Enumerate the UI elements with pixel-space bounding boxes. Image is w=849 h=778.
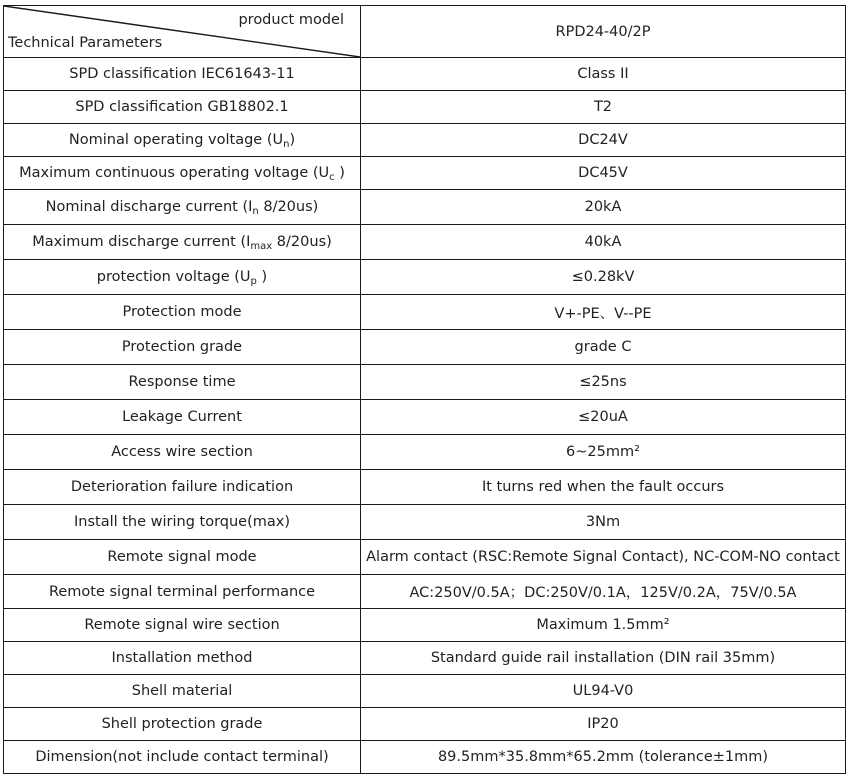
table-row — [4, 295, 846, 330]
parameter-subscript: max — [250, 241, 273, 252]
table-row — [4, 741, 846, 774]
product-model-label: product model — [238, 12, 344, 28]
parameter-value-cell: It turns red when the fault occurs — [361, 470, 846, 505]
diagonal-header-cell — [4, 6, 361, 58]
parameter-name-suffix: ) — [256, 269, 268, 285]
table-row — [4, 540, 846, 575]
parameter-name-suffix: ) — [289, 132, 296, 148]
table-row — [4, 470, 846, 505]
parameter-value-cell: ≤25ns — [361, 365, 846, 400]
parameter-value-cell: Standard guide rail installation (DIN rail 35mm) — [361, 642, 846, 675]
parameter-name-text: Nominal discharge current (I — [45, 199, 253, 215]
parameter-name-cell: Leakage Current — [4, 400, 361, 435]
parameter-name-cell — [4, 225, 361, 260]
parameter-value-cell: Alarm contact (RSC:Remote Signal Contact), NC-COM-NO contact — [361, 540, 846, 575]
table-row — [4, 400, 846, 435]
parameter-value-cell: IP20 — [361, 708, 846, 741]
parameter-name-text: Nominal operating voltage (U — [68, 132, 284, 148]
parameter-name-cell: Response time — [4, 365, 361, 400]
table-row — [4, 225, 846, 260]
technical-parameters-label: Technical Parameters — [8, 35, 163, 51]
table-row — [4, 708, 846, 741]
table-row — [4, 505, 846, 540]
parameter-value-cell: 40kA — [361, 225, 846, 260]
parameter-value-cell: ≤20uA — [361, 400, 846, 435]
table-row — [4, 642, 846, 675]
parameter-name-cell — [4, 190, 361, 225]
parameter-name-cell: Remote signal wire section — [4, 609, 361, 642]
parameter-value-cell: DC45V — [361, 157, 846, 190]
parameter-name-suffix: 8/20us) — [258, 199, 319, 215]
parameter-value-cell: DC24V — [361, 124, 846, 157]
model-cell: RPD24-40/2P — [361, 6, 846, 58]
parameter-name-suffix: 8/20us) — [272, 234, 332, 250]
table-row — [4, 91, 846, 124]
table-row — [4, 157, 846, 190]
parameter-name-cell: SPD classification GB18802.1 — [4, 91, 361, 124]
parameter-value-cell: Maximum 1.5mm² — [361, 609, 846, 642]
parameter-value-cell: UL94-V0 — [361, 675, 846, 708]
table-row — [4, 190, 846, 225]
parameter-value-cell: ≤0.28kV — [361, 260, 846, 295]
table-row — [4, 365, 846, 400]
parameter-name-cell — [4, 260, 361, 295]
parameter-value-cell: 3Nm — [361, 505, 846, 540]
parameter-name-cell: Protection mode — [4, 295, 361, 330]
table-row — [4, 330, 846, 365]
parameter-name-text: protection voltage (U — [96, 269, 251, 285]
parameter-name-cell: Install the wiring torque(max) — [4, 505, 361, 540]
technical-parameters-table — [3, 5, 846, 774]
table-row — [4, 575, 846, 609]
parameter-name-cell — [4, 157, 361, 190]
parameter-subscript: n — [252, 206, 259, 217]
parameter-name-cell — [4, 124, 361, 157]
parameter-value-cell: 6~25mm² — [361, 435, 846, 470]
parameter-name-cell: Access wire section — [4, 435, 361, 470]
parameter-value-cell: 20kA — [361, 190, 846, 225]
parameter-value-cell: 89.5mm*35.8mm*65.2mm (tolerance±1mm) — [361, 741, 846, 774]
parameter-value-cell: AC:250V/0.5A；DC:250V/0.1A，125V/0.2A，75V/0.5A — [361, 575, 846, 609]
parameter-value-cell: Class II — [361, 58, 846, 91]
parameter-name-cell: Shell protection grade — [4, 708, 361, 741]
parameter-name-text: Maximum discharge current (I — [32, 234, 251, 250]
parameter-name-cell: Deterioration failure indication — [4, 470, 361, 505]
table-row — [4, 58, 846, 91]
parameter-name-cell: Remote signal mode — [4, 540, 361, 575]
table-row — [4, 435, 846, 470]
parameter-name-cell: SPD classification IEC61643-11 — [4, 58, 361, 91]
parameter-value-cell: grade C — [361, 330, 846, 365]
parameter-subscript: p — [250, 276, 257, 287]
parameter-name-suffix: ) — [334, 165, 345, 181]
table-body — [4, 6, 846, 774]
parameter-name-cell: Remote signal terminal performance — [4, 575, 361, 609]
table-row — [4, 260, 846, 295]
header-row — [4, 6, 846, 58]
table-row — [4, 609, 846, 642]
parameter-name-cell: Shell material — [4, 675, 361, 708]
parameter-name-cell: Dimension(not include contact terminal) — [4, 741, 361, 774]
parameter-value-cell: T2 — [361, 91, 846, 124]
parameter-subscript: n — [283, 139, 290, 150]
parameter-name-cell: Protection grade — [4, 330, 361, 365]
parameter-name-cell: Installation method — [4, 642, 361, 675]
table-row — [4, 675, 846, 708]
table-row — [4, 124, 846, 157]
parameter-subscript: c — [329, 172, 335, 183]
parameter-name-text: Maximum continuous operating voltage (U — [19, 165, 330, 181]
parameter-value-cell: V+-PE、V--PE — [361, 295, 846, 330]
